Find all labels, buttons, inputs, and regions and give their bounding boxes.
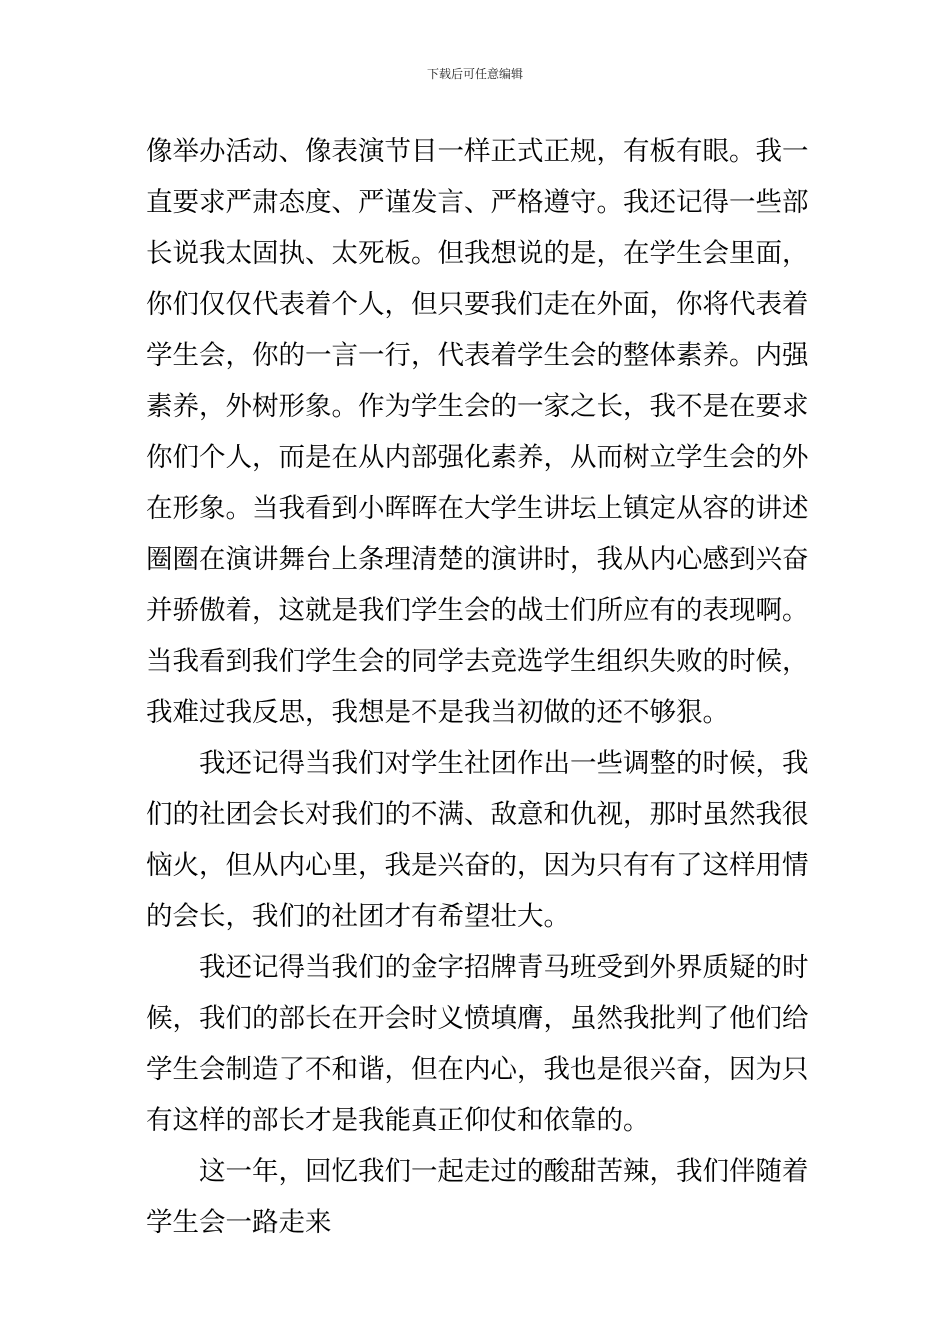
text-line: 素养，外树形象。作为学生会的一家之长，我不是在要求 [146, 391, 808, 422]
text-line: 并骄傲着，这就是我们学生会的战士们所应有的表现啊。 [146, 595, 808, 626]
text-line: 在形象。当我看到小晖晖在大学生讲坛上镇定从容的讲述 [146, 493, 808, 524]
text-line: 的会长，我们的社团才有希望壮大。 [146, 901, 570, 932]
text-line: 恼火，但从内心里，我是兴奋的，因为只有有了这样用情 [146, 850, 808, 881]
text-line: 学生会制造了不和谐，但在内心，我也是很兴奋，因为只 [146, 1054, 808, 1085]
text-line: 们的社团会长对我们的不满、敌意和仇视，那时虽然我很 [146, 799, 808, 830]
text-line: 圈圈在演讲舞台上条理清楚的演讲时，我从内心感到兴奋 [146, 544, 808, 575]
text-line: 像举办活动、像表演节目一样正式正规，有板有眼。我一 [146, 136, 808, 167]
text-line: 我还记得当我们对学生社团作出一些调整的时候，我 [199, 748, 808, 779]
text-line: 学生会一路走来 [146, 1207, 332, 1238]
text-line: 长说我太固执、太死板。但我想说的是，在学生会里面， [146, 238, 808, 269]
text-line: 我难过我反思，我想是不是我当初做的还不够狠。 [146, 697, 729, 728]
body-text [146, 126, 808, 1248]
text-line: 当我看到我们学生会的同学去竞选学生组织失败的时候， [146, 646, 808, 677]
text-line: 学生会，你的一言一行，代表着学生会的整体素养。内强 [146, 340, 808, 371]
text-line: 有这样的部长才是我能真正仰仗和依靠的。 [146, 1105, 650, 1136]
text-line: 这一年，回忆我们一起走过的酸甜苦辣，我们伴随着 [199, 1156, 808, 1187]
header-note: 下载后可任意编辑 [426, 67, 523, 81]
text-line: 直要求严肃态度、严谨发言、严格遵守。我还记得一些部 [146, 187, 808, 218]
text-line: 你们个人，而是在从内部强化素养，从而树立学生会的外 [146, 442, 808, 473]
text-line: 你们仅仅代表着个人，但只要我们走在外面，你将代表着 [146, 289, 808, 320]
text-line: 我还记得当我们的金字招牌青马班受到外界质疑的时 [199, 952, 808, 983]
text-line: 候，我们的部长在开会时义愤填膺，虽然我批判了他们给 [146, 1003, 808, 1034]
